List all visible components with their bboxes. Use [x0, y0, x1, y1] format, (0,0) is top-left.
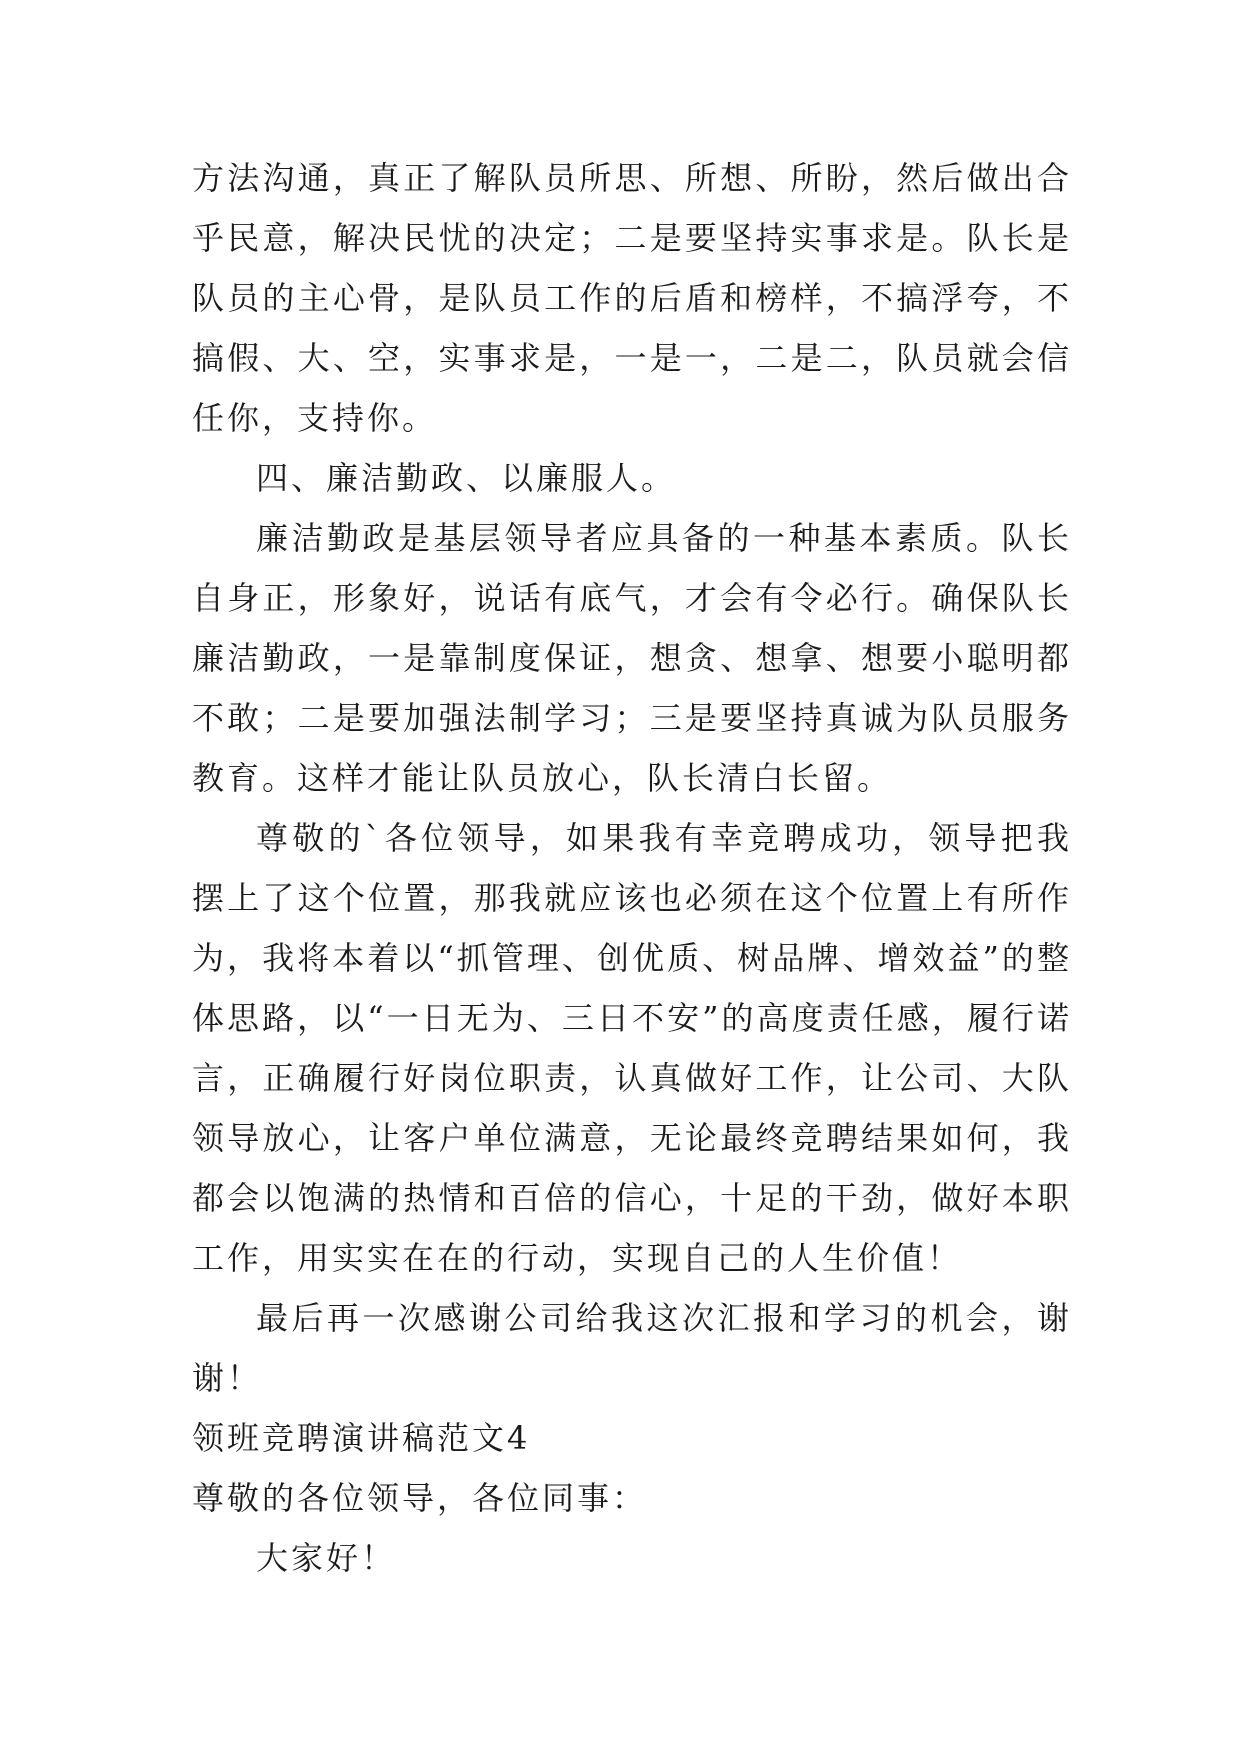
speech-title: 领班竞聘演讲稿范文4 [192, 1419, 531, 1457]
thanks-paragraph: 最后再一次感谢公司给我这次汇报和学习的机会，谢谢！ [192, 1299, 1072, 1397]
greeting: 大家好！ [256, 1539, 397, 1577]
salutation: 尊敬的各位领导，各位同事： [192, 1479, 648, 1517]
continued-paragraph: 方法沟通，真正了解队员所思、所想、所盼，然后做出合乎民意，解决民忧的决定；二是要坚持实事求是。队长是队员的主心骨，是队员工作的后盾和榜样，不搞浮夸，不搞假、大、空，实事求是，一是一，二是二，队员就会信任你，支持你。 [192, 159, 1072, 437]
integrity-paragraph: 廉洁勤政是基层领导者应具备的一种基本素质。队长自身正，形象好，说话有底气，才会有令必行。确保队长廉洁勤政，一是靠制度保证，想贪、想拿、想要小聪明都不敢；二是要加强法制学习；三是要坚持真诚为队员服务教育。这样才能让队员放心，队长清白长留。 [192, 519, 1072, 797]
commitment-paragraph: 尊敬的`各位领导，如果我有幸竞聘成功，领导把我摆上了这个位置，那我就应该也必须在这个位置上有所作为，我将本着以“抓管理、创优质、树品牌、增效益”的整体思路，以“一日无为、三日不安”的高度责任感，履行诺言，正确履行好岗位职责，认真做好工作，让公司、大队领导放心，让客户单位满意，无论最终竞聘结果如何，我都会以饱满的热情和百倍的信心，十足的干劲，做好本职工作，用实实在在的行动，实现自己的人生价值！ [192, 819, 1072, 1277]
section-heading: 四、廉洁勤政、以廉服人。 [256, 459, 677, 497]
document-body [192, 148, 1072, 1588]
